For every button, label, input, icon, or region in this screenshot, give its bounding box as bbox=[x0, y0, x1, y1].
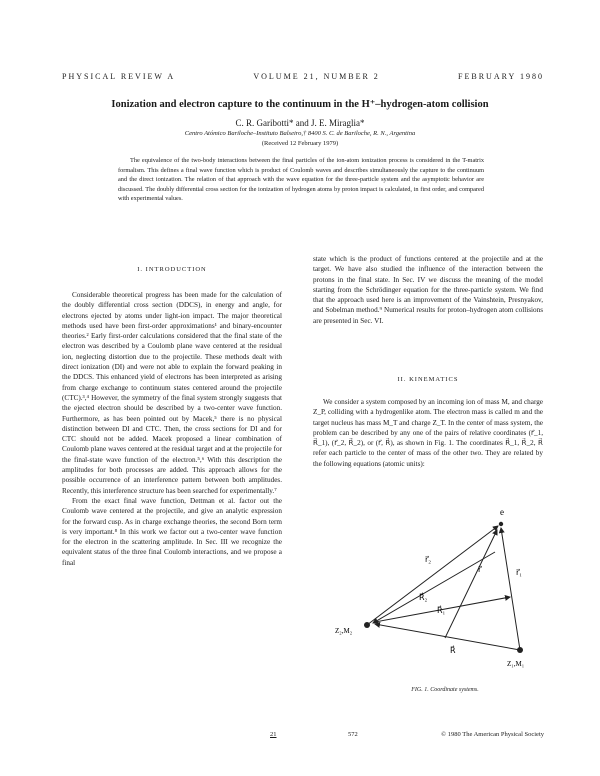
authors: C. R. Garibotti* and J. E. Miraglia* bbox=[235, 118, 365, 128]
label-r2: r⃗₂ bbox=[425, 555, 432, 564]
r1-vector bbox=[501, 528, 523, 650]
paper-title: Ionization and electron capture to the continuum in the H⁺–hydrogen-atom collision bbox=[111, 99, 489, 110]
coordinate-diagram bbox=[335, 500, 555, 680]
volume-number: VOLUME 21, NUMBER 2 bbox=[253, 72, 380, 81]
projectile-node bbox=[517, 647, 523, 653]
label-r: r⃗ bbox=[478, 565, 482, 574]
page-number: 572 bbox=[348, 731, 358, 738]
intro-paragraph-2: From the exact final wave function, Dettman et al. factor out the Coulomb wave centered at the projectile, and give an analytic expression for the forward cusp. As in charge exchange theories, the second Born term is very important.⁸ In this work we factor out a two-center wave function for the electron in the scattering amplitude. In Sec. III we recognize the equivalent status of the three final Coulomb interactions, and we propose a final bbox=[62, 496, 282, 567]
figure-caption: FIG. 1. Coordinate systems. bbox=[411, 687, 479, 693]
label-R2: R⃗₂ bbox=[419, 593, 428, 602]
kinematics-paragraph: We consider a system composed by an incoming ion of mass M, and charge Z_P, colliding with a hydrogenlike atom. The electron mass is called m and the target nucleus has mass M_T and charge Z_T. In the center of mass system, the problem can be described by any one of the pairs of relative coordinates (r⃗_1, R⃗_1), (r⃗_2, R⃗_2), or (r⃗, R⃗), as shown in Fig. 1. The coordinates R⃗_1, R⃗_2, R⃗ refer each particle to the center of mass of the other two. They are related by the following equations (atomic units): bbox=[313, 398, 543, 468]
issue-date: FEBRUARY 1980 bbox=[458, 72, 544, 81]
kinematics-body bbox=[313, 397, 543, 469]
label-R1: R⃗₁ bbox=[437, 606, 446, 615]
received-date: (Received 12 February 1979) bbox=[261, 140, 339, 147]
left-column bbox=[62, 290, 282, 568]
intro-paragraph-1: Considerable theoretical progress has been made for the calculation of the doubly differential cross section (DDCS), in energy and angle, for electrons ejected by atoms under light-ion impact. The major theoretical methods used have been first-order approximations¹ and binary-encounter theories.² Early first-order calculations considered that the final state of the electron was described by a Coulomb plane wave centered at the residual ion, neglecting distortion due to the projectile. These methods dealt with direct ionization (DI) and were not able to explain the forward peaking in the DDCS. This enhanced yield of electrons has been interpreted as arising from charge exchange to continuum states centered around the projectile (CTC).³,⁴ However, the symmetry of the final system strongly suggests that the ejected electron should be described by a two-center wave function. Furthermore, as has been pointed out by Macek,⁵ there is no physical distinction between DI and CTC. Then, the cross sections for DI and for CTC should not be added. Macek proposed a linear combination of Coulomb plane waves centered at the residual target and at the projectile for the final-state wave function of the electron.⁵,⁶ With this description the amplitudes for both processes are added. This approach allows for the possible occurrence of an interference pattern between both amplitudes. Recently, this interference structure has been searched for experimentally.⁷ bbox=[62, 291, 282, 495]
target-node bbox=[364, 622, 370, 628]
section-heading-kinematics: II. KINEMATICS bbox=[397, 376, 459, 383]
section-heading-introduction: I. INTRODUCTION bbox=[137, 266, 207, 273]
label-right-node: Z₁,M₁ bbox=[507, 660, 525, 668]
label-left-node: Z₂,M₂ bbox=[335, 627, 353, 635]
figure-1-coordinate-diagram bbox=[335, 500, 555, 680]
R2-vector bbox=[373, 552, 495, 623]
R-vector bbox=[375, 624, 520, 650]
running-header bbox=[62, 72, 544, 81]
footer-volume: 21 bbox=[270, 731, 277, 738]
journal-name: PHYSICAL REVIEW A bbox=[62, 72, 176, 81]
intro-continuation: state which is the product of functions centered at the projectile and at the target. We have also studied the influence of the interaction between the protons in the final state. In Sec. IV we discuss the meaning of the model starting from the Schrödinger equation for the three-particle system. We find that the approach used here is an improvement of the Vainshtein, Presnyakov, and Sobelman method.⁹ Numerical results for proton–hydrogen atom collisions are presented in Sec. VI. bbox=[313, 255, 543, 325]
electron-node bbox=[499, 522, 503, 526]
label-R: R⃗ bbox=[450, 646, 456, 655]
right-column-continuation bbox=[313, 254, 543, 326]
copyright: © 1980 The American Physical Society bbox=[441, 731, 544, 738]
label-r1: r⃗₁ bbox=[516, 568, 523, 577]
abstract: The equivalence of the two-body interactions between the final particles of the ion-atom ionization process is considered in the T-matrix formalism. This defines a final wave function which is product of Coulomb waves and describes simultaneously the capture to the continuum and the direct ionization. The relation of that approach with the wave equation for the three-particle system and the asymptotic behavior are discussed. The doubly differential cross section for the ionization of hydrogen atoms by proton impact is calculated, in first order, and compared with experimental values. bbox=[118, 157, 484, 203]
label-e: e bbox=[500, 507, 504, 517]
r2-vector bbox=[367, 526, 498, 625]
affiliation: Centro Atómico Bariloche–Instituto Balseiro,† 8400 S. C. de Bariloche, R. N., Argentina bbox=[184, 130, 416, 137]
